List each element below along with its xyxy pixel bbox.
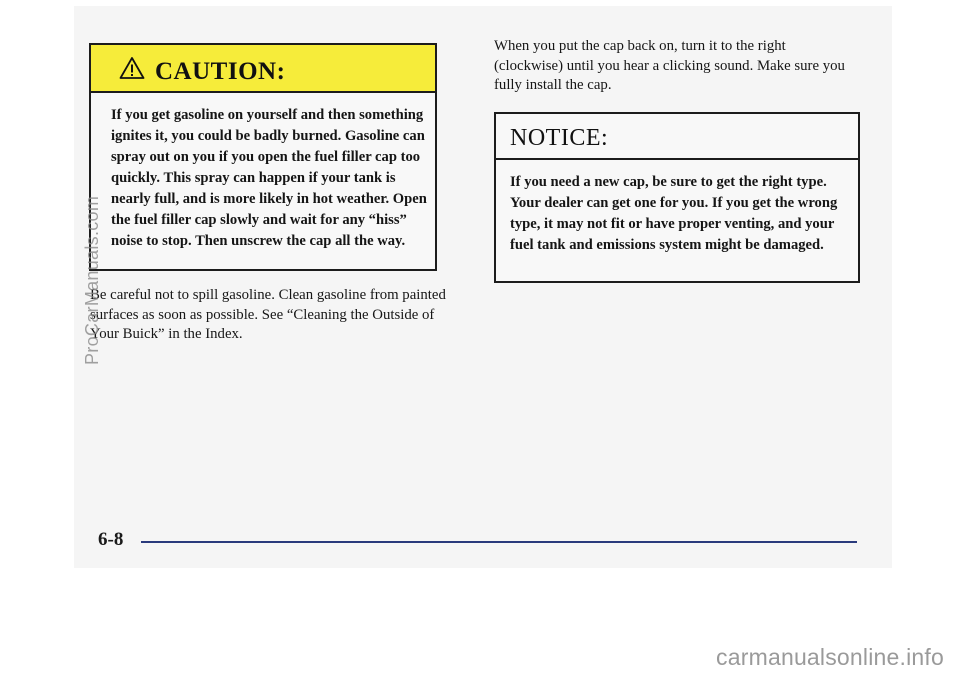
warning-triangle-icon [119, 56, 145, 80]
caution-text: If you get gasoline on yourself and then something ignites it, you could be badly burned. Gasoline can spray out on you if you open the fuel filler cap too quickly. This spray can happen if your tank is nearly full, and is more likely in hot weather. Open the fuel filler cap slowly and wait for any “hiss” noise to stop. Then unscrew the cap all the way. [111, 107, 427, 249]
page-number: 6-8 [98, 529, 124, 550]
notice-text: If you need a new cap, be sure to get the right type. Your dealer can get one for you. If you get the wrong type, it may not fit or have proper venting, and your fuel tank and emissions system might be damaged. [510, 174, 838, 253]
notice-title: NOTICE: [510, 124, 609, 151]
side-watermark-text: ProCarManuals.com [82, 195, 102, 365]
bottom-watermark: carmanualsonline.info [716, 644, 944, 670]
spill-paragraph: Be careful not to spill gasoline. Clean gasoline from painted surfaces as soon as possible. See “Cleaning the Outside of Your Buick” in the Index. [90, 287, 446, 342]
caution-header [91, 45, 435, 93]
cap-install-paragraph: When you put the cap back on, turn it to the right (clockwise) until you hear a clicking sound. Make sure you fully install the cap. [494, 38, 845, 93]
caution-title: CAUTION: [155, 58, 286, 85]
caution-box [89, 43, 437, 271]
notice-header [496, 114, 858, 160]
notice-box [494, 112, 860, 283]
footer-rule [141, 541, 857, 543]
